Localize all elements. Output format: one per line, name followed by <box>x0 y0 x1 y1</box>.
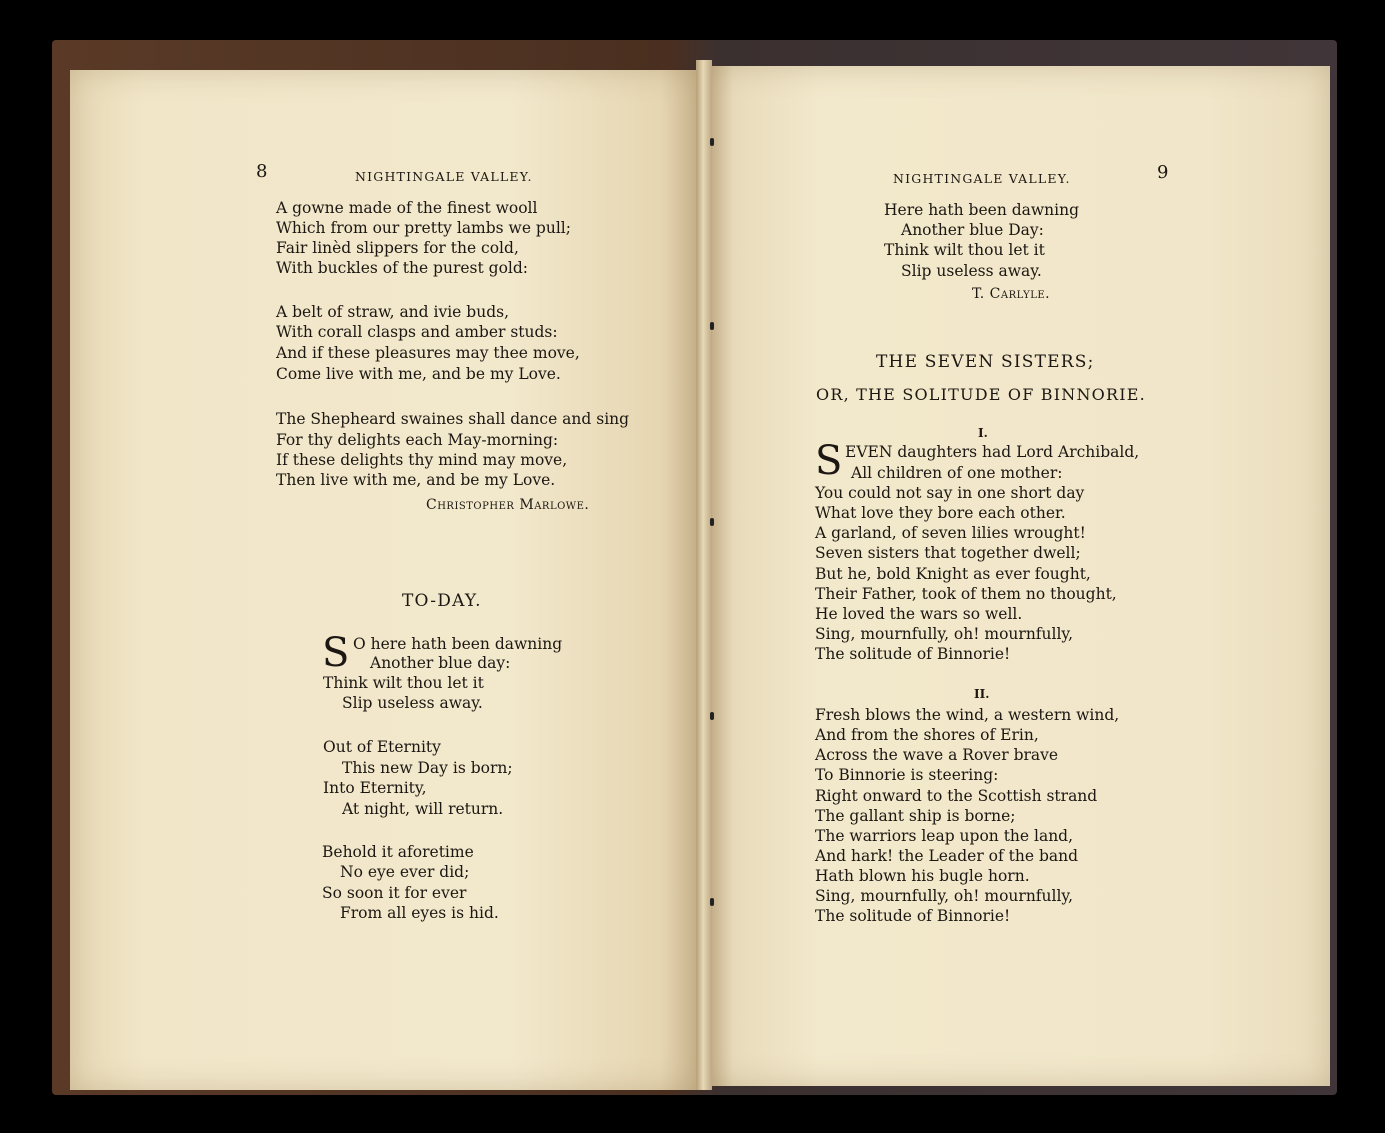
poem-author: Christopher Marlowe. <box>426 497 590 513</box>
book-gutter <box>696 60 712 1090</box>
poem-line: To Binnorie is steering: <box>815 766 999 784</box>
poem-line: Sing, mournfully, oh! mournfully, <box>815 887 1074 905</box>
page-number: 9 <box>1157 162 1169 183</box>
poem-author: T. Carlyle. <box>972 286 1051 302</box>
running-head: NIGHTINGALE VALLEY. <box>355 169 533 184</box>
poem-line: No eye ever did; <box>340 863 470 881</box>
poem-line: Seven sisters that together dwell; <box>815 544 1081 562</box>
poem-line: Come live with me, and be my Love. <box>276 365 561 383</box>
running-head: NIGHTINGALE VALLEY. <box>893 171 1071 186</box>
poem-title: THE SEVEN SISTERS; <box>876 352 1095 372</box>
poem-line: And hark! the Leader of the band <box>815 847 1079 865</box>
poem-line: Fair linèd slippers for the cold, <box>276 239 519 257</box>
poem-line: The solitude of Binnorie! <box>815 645 1011 663</box>
poem-line: And from the shores of Erin, <box>815 726 1039 744</box>
binding-stitch <box>710 322 714 330</box>
poem-line: From all eyes is hid. <box>340 904 499 922</box>
poem-line: All children of one mother: <box>851 464 1063 482</box>
poem-line: The Shepheard swaines shall dance and sing <box>276 410 630 428</box>
poem-line: Behold it aforetime <box>322 843 474 861</box>
poem-line: Slip useless away. <box>342 694 483 712</box>
poem-line: EVEN daughters had Lord Archibald, <box>845 443 1140 461</box>
poem-line: For thy delights each May-morning: <box>276 431 559 449</box>
poem-line: With corall clasps and amber studs: <box>276 323 558 341</box>
poem-line: A garland, of seven lilies wrought! <box>815 524 1086 542</box>
poem-line: Hath blown his bugle horn. <box>815 867 1030 885</box>
poem-line: The gallant ship is borne; <box>815 807 1016 825</box>
binding-stitch <box>710 138 714 146</box>
poem-line: At night, will return. <box>342 800 504 818</box>
poem-line: Into Eternity, <box>323 779 427 797</box>
poem-line: But he, bold Knight as ever fought, <box>815 565 1091 583</box>
poem-line: If these delights thy mind may move, <box>276 451 568 469</box>
poem-line: Which from our pretty lambs we pull; <box>276 219 571 237</box>
poem-line: Right onward to the Scottish strand <box>815 787 1098 805</box>
poem-line: Out of Eternity <box>323 738 441 756</box>
poem-line: Here hath been dawning <box>884 201 1080 219</box>
poem-line: A gowne made of the finest wooll <box>276 199 538 217</box>
poem-line: With buckles of the purest gold: <box>276 259 529 277</box>
poem-line: The solitude of Binnorie! <box>815 907 1011 925</box>
poem-line: So soon it for ever <box>322 884 467 902</box>
poem-line: A belt of straw, and ivie buds, <box>276 303 509 321</box>
poem-title: TO-DAY. <box>402 591 482 611</box>
poem-line: Across the wave a Rover brave <box>815 746 1059 764</box>
poem-line: Their Father, took of them no thought, <box>815 585 1117 603</box>
poem-line: Slip useless away. <box>901 262 1042 280</box>
drop-cap: S <box>815 438 843 484</box>
poem-line: And if these pleasures may thee move, <box>276 344 580 362</box>
poem-line: Then live with me, and be my Love. <box>276 471 556 489</box>
stanza-numeral: II. <box>974 687 990 701</box>
poem-subtitle: OR, THE SOLITUDE OF BINNORIE. <box>816 385 1146 404</box>
page-number: 8 <box>256 161 268 182</box>
poem-line: This new Day is born; <box>342 759 513 777</box>
poem-line: Fresh blows the wind, a western wind, <box>815 706 1120 724</box>
poem-line: Another blue day: <box>370 654 511 672</box>
drop-cap: S <box>322 630 350 676</box>
poem-line: You could not say in one short day <box>815 484 1085 502</box>
poem-line: What love they bore each other. <box>815 504 1066 522</box>
binding-stitch <box>710 712 714 720</box>
binding-stitch <box>710 898 714 906</box>
poem-line: Think wilt thou let it <box>323 674 484 692</box>
stanza-numeral: I. <box>978 426 988 440</box>
poem-line: O here hath been dawning <box>353 635 563 653</box>
poem-line: The warriors leap upon the land, <box>815 827 1074 845</box>
binding-stitch <box>710 518 714 526</box>
poem-line: He loved the wars so well. <box>815 605 1023 623</box>
poem-line: Think wilt thou let it <box>884 241 1045 259</box>
poem-line: Another blue Day: <box>901 221 1044 239</box>
poem-line: Sing, mournfully, oh! mournfully, <box>815 625 1074 643</box>
